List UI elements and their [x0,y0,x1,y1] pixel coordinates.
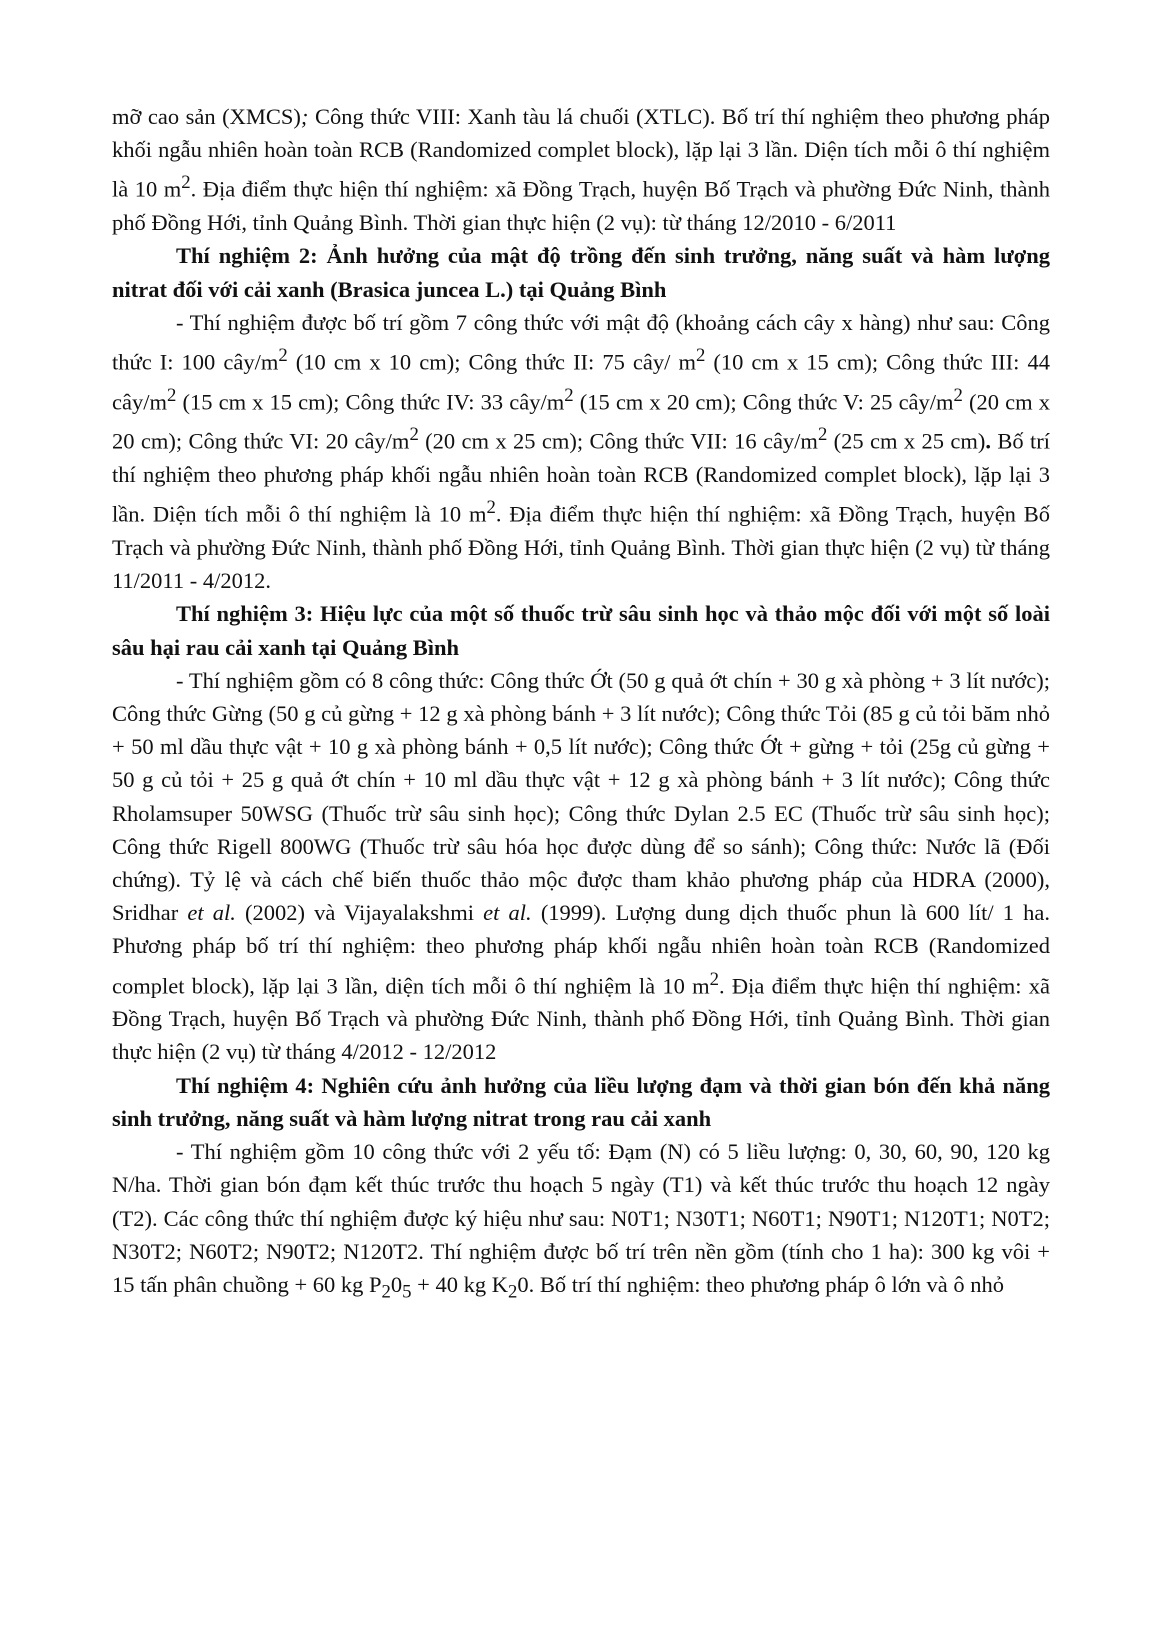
paragraph-exp1-continued [112,100,1050,239]
text-span: mỡ cao sản (XMCS) [112,104,301,129]
superscript: 2 [953,384,963,406]
superscript: 2 [695,344,706,366]
text-span: (25 cm x 25 cm) [827,428,986,454]
italic-span: ; [300,104,315,129]
text-span: (10 cm x 15 cm); Công thức III: 44 cây/m [112,349,1050,415]
subscript: 2 [381,1281,391,1303]
text-span: 0. Bố trí thí nghiệm: theo phương pháp ô lớn và ô nhỏ [517,1271,1004,1297]
superscript: 2 [166,384,177,406]
text-span: - Thí nghiệm gồm 10 công thức với 2 yếu tố: Đạm (N) có 5 liều lượng: 0, 30, 60, 90, 120 kg N/ha. Thời gian bón đạm kết thúc trước thu hoạch 5 ngày (T1) và kết thúc trước thu hoạch 12 ngày (T2). Các công thức thí nghiệm được ký hiệu như sau: N0T1; N30T1; N60T1; N90T1; N120T1; N0T2; N30T2; N60T2; N90T2; N120T2. Thí nghiệm được bố trí trên nền gồm (tính cho 1 ha): 300 kg vôi + 15 tấn phân chuồng + 60 kg P [112,1139,1050,1297]
text-span: + 40 kg K [411,1271,508,1297]
text-span: (1999). Lượng dung dịch thuốc phun là 600 lít/ 1 ha. Phương pháp bố trí thí nghiệm: theo phương pháp khối ngẫu nhiên hoàn toàn RCB (Randomized complet block), lặp lại 3 lần, diện tích mỗi ô thí nghiệm là 10 m [112,900,1050,999]
text-span: (20 cm x 25 cm); Công thức VII: 16 cây/m [418,428,818,454]
superscript: 2 [278,344,288,366]
heading-experiment-2: Thí nghiệm 2: Ảnh hưởng của mật độ trồng đến sinh trưởng, năng suất và hàm lượng nitrat đối với cải xanh (Brasica juncea L.) tại Quảng Bình [112,243,1050,302]
superscript: 2 [181,172,191,194]
italic-span: et al. [187,900,236,926]
paragraph-experiment-2 [112,306,1050,598]
heading-experiment-3: Thí nghiệm 3: Hiệu lực của một số thuốc trừ sâu sinh học và thảo mộc đối với một số loài sâu hại rau cải xanh tại Quảng Bình [112,601,1050,660]
paragraph-experiment-3 [112,664,1050,1069]
heading-experiment-4: Thí nghiệm 4: Nghiên cứu ảnh hưởng của liều lượng đạm và thời gian bón đến khả năng sinh trưởng, năng suất và hàm lượng nitrat trong rau cải xanh [112,1072,1050,1131]
italic-span: et al. [483,900,532,926]
superscript: 2 [817,424,828,446]
text-span: - Thí nghiệm gồm có 8 công thức: Công thức Ớt (50 g quả ớt chín + 30 g xà phòng + 3 lít nước); Công thức Gừng (50 g củ gừng + 12 g xà phòng bánh + 3 lít nước); Công thức Tỏi (85 g củ tỏi băm nhỏ + 50 ml dầu thực vật + 10 g xà phòng bánh + 0,5 lít nước); Công thức Ớt + gừng + tỏi (25g củ gừng + 50 g củ tỏi + 25 g quả ớt chín + 10 ml dầu thực vật + 12 g xà phòng bánh + 3 lít nước); Công thức Rholamsuper 50WSG (Thuốc trừ sâu sinh học); Công thức Dylan 2.5 EC (Thuốc trừ sâu sinh học); Công thức Rigell 800WG (Thuốc trừ sâu hóa học được dùng để so sánh); Công thức: Nước lã (Đối chứng). Tỷ lệ và cách chế biến thuốc thảo mộc được tham khảo phương pháp của HDRA (2000), Sridhar [112,667,1050,926]
text-span: Bố trí thí nghiệm theo phương pháp khối ngẫu nhiên hoàn toàn RCB (Randomized complet block), lặp lại 3 lần. Diện tích mỗi ô thí nghiệm là 10 m [112,428,1050,527]
text-span: . Địa điểm thực hiện thí nghiệm: xã Đồng Trạch, huyện Bố Trạch và phường Đức Ninh, thành phố Đồng Hới, tỉnh Quảng Bình. Thời gian thực hiện (2 vụ) từ tháng 4/2012 - 12/2012 [112,973,1050,1065]
text-span: (10 cm x 10 cm); Công thức II: 75 cây/ m [287,349,696,375]
paragraph-experiment-4 [112,1135,1050,1309]
text-span: (20 cm x 20 cm); Công thức VI: 20 cây/m [112,389,1050,454]
subscript: 5 [402,1281,412,1303]
text-span: Công thức VIII: Xanh tàu lá chuối (XTLC). Bố trí thí nghiệm theo phương pháp khối ngẫu nhiên hoàn toàn RCB (Randomized complet block), lặp lại 3 lần. Diện tích mỗi ô thí nghiệm là 10 m [112,104,1050,202]
text-span: (15 cm x 15 cm); Công thức IV: 33 cây/m [176,389,565,415]
text-span: (15 cm x 20 cm); Công thức V: 25 cây/m [573,389,954,415]
text-span: - Thí nghiệm được bố trí gồm 7 công thức với mật độ (khoảng cách cây x hàng) như sau: Công thức I: 100 cây/m [112,309,1050,375]
subscript: 2 [508,1281,518,1303]
bold-span: . [985,428,991,454]
superscript: 2 [564,384,574,406]
text-span: (2002) và Vijayalakshmi [235,900,484,926]
superscript: 2 [409,424,419,446]
text-span: . Địa điểm thực hiện thí nghiệm: xã Đồng Trạch, huyện Bố Trạch và phường Đức Ninh, thành phố Đồng Hới, tỉnh Quảng Bình. Thời gian thực hiện (2 vụ): từ tháng 12/2010 - 6/2011 [112,176,1050,236]
superscript: 2 [709,968,719,990]
superscript: 2 [486,497,496,519]
text-span: . Địa điểm thực hiện thí nghiệm: xã Đồng Trạch, huyện Bố Trạch và phường Đức Ninh, thành phố Đồng Hới, tỉnh Quảng Bình. Thời gian thực hiện (2 vụ) từ tháng 11/2011 - 4/2012. [112,501,1050,594]
text-span: 0 [390,1271,403,1297]
